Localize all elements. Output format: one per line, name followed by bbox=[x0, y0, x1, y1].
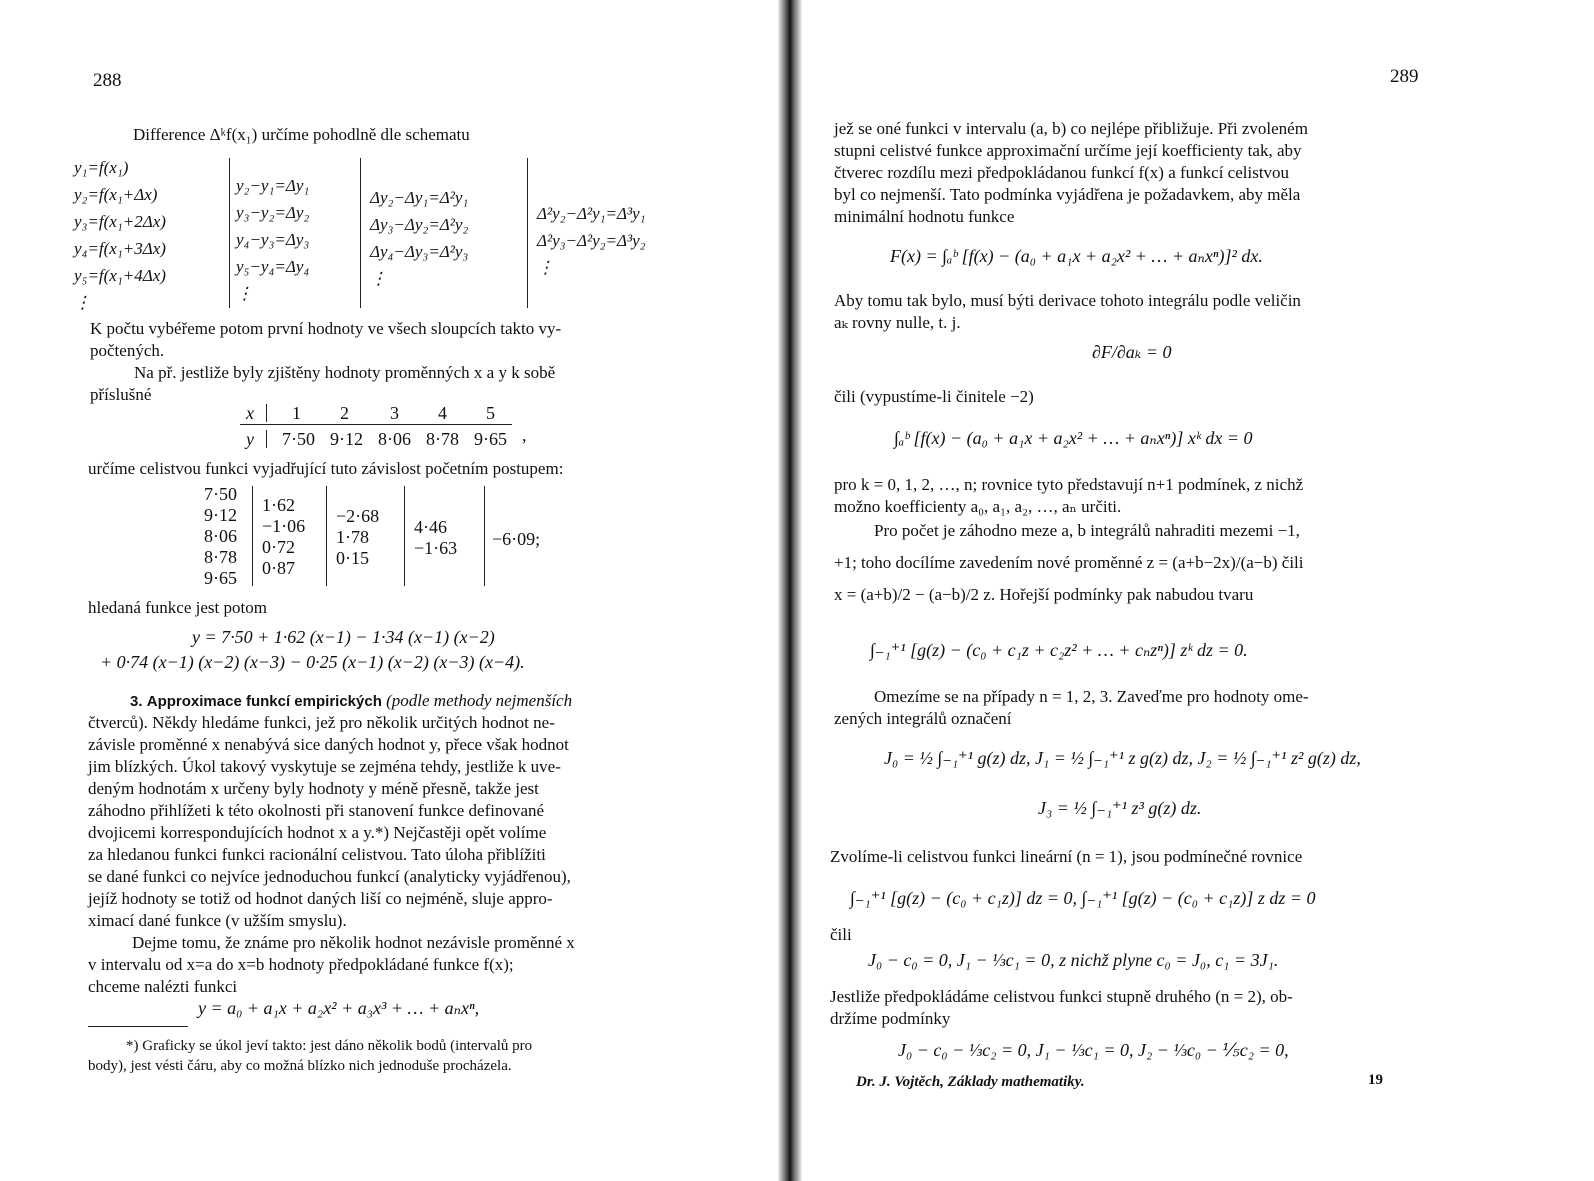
para-result: hledaná funkce jest potom bbox=[88, 598, 267, 617]
para-notation: Omezíme se na případy n = 1, 2, 3. Zaveďme pro hodnoty ome- zených integrálů označení bbox=[834, 687, 1309, 728]
page-number: 288 bbox=[93, 70, 122, 91]
intro-line: Difference Δᵏf(x₁) určíme pohodlně dle schematu bbox=[133, 125, 470, 144]
equation-J3: J₃ = ½ ∫₋₁⁺¹ z³ g(z) dz. bbox=[1038, 798, 1202, 818]
schema-col-1: y₁=f(x₁) y₂=f(x₁+Δx) y₃=f(x₁+2Δx) y₄=f(x₁+3Δx) y₅=f(x₁+4Δx) ⋮ bbox=[74, 158, 166, 312]
para-linear: Zvolíme-li celistvou funkci lineární (n = 1), jsou podmínečné rovnice bbox=[830, 847, 1303, 866]
left-page: 288 Difference Δᵏf(x₁) určíme pohodlně dle schematu y₁=f(x₁) y₂=f(x₁+Δx) y₃=f(x₁+2Δx) y₄=f(x₁+3Δx) y₅=f(x₁+4Δx) ⋮ y₂−y₁=Δy₁ y₃−y₂=Δy₂ y₄−y₃=Δy₃ y₅−y₄=Δy₄ ⋮ Δy₂−Δy₁=Δ²y₁ Δy₃−Δy₂=Δ²y₂ Δy₄−Δy₃=Δ²y₃ ⋮ Δ²y₂−Δ²y₁=Δ³y₁ Δ²y₃−Δ²y₂=Δ³y₂ ⋮ K počtu vybéřeme potom první hodnoty ve všech sloupcích takto vy- počtených. Na př. jestliže byly zjištěny hodnoty proměnných x a y k sobě příslušné x 1 2 3 4 5 y 7·50 9·12 8·06 8·78 9·65 , určíme celistvou funkci vyjadřující tuto závislost početním postupem: 7·50 9·12 8·06 8·78 9·65 1·62 −1·06 0·72 0·87 −2·68 1·78 0·15 4·46 −1·63 −6·09; hledaná funkce jest potom y = 7·50 + 1·62 (x−1) − 1·34 (x−1) (x−2) + 0·74 (x−1) (x−2) (x−3) − 0·25 (x−1) (x−2) (x−3) (x−4). 3. Approximace funkcí empirických (podle methody nejmenších čtverců). Někdy hledáme funkci, jež pro několik určitých hodnot ne- závisle proměnné x nenabývá sice daných hodnot y, přece však hodnot jim blízkých. Úkol takový vyskytuje se zejména tehdy, jestliže k uve- deným hodnotám x určeny byly hodnoty y méně přesně, takže jest záhodno přihlížeti k této okolnosti při stanovení funkce definované dvojicemi korrespondujících hodnot x a y.*) Nejčastěji opět volíme za hledanou funkci funkci racionální celistvou. Tato úloha přiblížiti se dané funkci co nejvíce jednoduchou funkcí (analyticky vyjádřenou), jejíž hodnoty se totiž od hodnot daných liší co nejméně, sluje appro- ximací dané funkce (v užším smyslu). Dejme tomu, že známe pro několik hodnot nezávisle proměnné x v intervalu od x=a do x=b hodnoty předpokládané funkce f(x); chceme nalézti funkci y = a₀ + a₁x + a₂x² + a₃x³ + … + aₙxⁿ, *) Graficky se úkol jeví takto: jest dáno několik bodů (intervalů pro body), jest vésti čáru, aby co možná blízko nich jednoduše procházela. bbox=[74, 70, 646, 1074]
equation-result-1: y = 7·50 + 1·62 (x−1) − 1·34 (x−1) (x−2) bbox=[192, 627, 495, 647]
page-number: 289 bbox=[1390, 66, 1419, 87]
equation-polynomial: y = a₀ + a₁x + a₂x² + a₃x³ + … + aₙxⁿ, bbox=[198, 998, 480, 1018]
equation-J-defs: J₀ = ½ ∫₋₁⁺¹ g(z) dz, J₁ = ½ ∫₋₁⁺¹ z g(z) dz, J₂ = ½ ∫₋₁⁺¹ z² g(z) dz, bbox=[884, 748, 1361, 768]
equation-linear: ∫₋₁⁺¹ [g(z) − (c₀ + c₁z)] dz = 0, ∫₋₁⁺¹ [g(z) − (c₀ + c₁z)] z dz = 0 bbox=[850, 888, 1316, 908]
word-cili: čili bbox=[830, 925, 852, 944]
para-derivative: Aby tomu tak bylo, musí býti derivace tohoto integrálu podle veličin aₖ rovny nulle, t. j. bbox=[834, 291, 1301, 332]
equation-quadratic: J₀ − c₀ − ⅓c₂ = 0, J₁ − ⅓c₁ = 0, J₂ − ⅓c₀ − ⅕c₂ = 0, bbox=[898, 1040, 1289, 1060]
right-page bbox=[800, 0, 1594, 1181]
footer-citation: Dr. J. Vojtěch, Základy mathematiky. bbox=[856, 1074, 1085, 1090]
schema-col-2: y₂−y₁=Δy₁ y₃−y₂=Δy₂ y₄−y₃=Δy₃ y₅−y₄=Δy₄ ⋮ bbox=[236, 176, 310, 303]
equation-integral: ∫ₐᵇ [f(x) − (a₀ + a₁x + a₂x² + … + aₙxⁿ)] xᵏ dx = 0 bbox=[894, 428, 1253, 448]
equation-integral-z: ∫₋₁⁺¹ [g(z) − (c₀ + c₁z + c₂z² + … + cₙzⁿ)] zᵏ dz = 0. bbox=[870, 640, 1248, 660]
equation-partial: ∂F/∂aₖ = 0 bbox=[1092, 342, 1172, 362]
para-first-values: K počtu vybéřeme potom první hodnoty ve všech sloupcích takto vy- počtených. bbox=[90, 319, 562, 360]
para-intro: jež se oné funkci v intervalu (a, b) co nejlépe přibližuje. Při zvoleném stupni celistvé funkce approximační určíme její koefficienty tak, aby čtverec rozdílu mezi předpokládanou funkcí f(x) a funkcí celistvou byl co nejmenší. Tato podmínka vyjádřena je požadavkem, aby měla minimální hodnotu funkce bbox=[834, 119, 1308, 226]
para-conditions: pro k = 0, 1, 2, …, n; rovnice tyto představují n+1 podmínek, z nichž možno koefficienty a₀, a₁, a₂, …, aₙ určiti. bbox=[834, 475, 1304, 516]
para-substitution: Pro počet je záhodno meze a, b integrálů nahraditi mezemi −1, +1; toho docílíme zavedením nové proměnné z = (a+b−2x)/(a−b) čili x = (a+b)/2 − (a−b)/2 z. Hořejší podmínky pak nabudou tvaru bbox=[834, 521, 1304, 604]
para-compute: určíme celistvou funkci vyjadřující tuto závislost početním postupem: bbox=[88, 459, 564, 478]
section-heading: 3. Approximace funkcí empirických (podle methody nejmenších bbox=[130, 691, 573, 710]
equation-linear-solution: J₀ − c₀ = 0, J₁ − ⅓c₁ = 0, z nichž plyne c₀ = J₀, c₁ = 3J₁. bbox=[868, 950, 1279, 970]
para-quadratic: Jestliže předpokládáme celistvou funkci stupně druhého (n = 2), ob- držíme podmínky bbox=[830, 987, 1293, 1028]
equation-result-2: + 0·74 (x−1) (x−2) (x−3) − 0·25 (x−1) (x−2) (x−3) (x−4). bbox=[100, 652, 525, 672]
signature-number: 19 bbox=[1368, 1072, 1383, 1088]
footnote: *) Graficky se úkol jeví takto: jest dáno několik bodů (intervalů pro body), jest vésti čáru, aby co možná blízko nich jednoduše procházela. bbox=[88, 1038, 533, 1074]
schema-col-4: Δ²y₂−Δ²y₁=Δ³y₁ Δ²y₃−Δ²y₂=Δ³y₂ ⋮ bbox=[537, 204, 646, 277]
section-body: čtverců). Někdy hledáme funkci, jež pro několik určitých hodnot ne- závisle proměnné x nenabývá sice daných hodnot y, přece však hodnot jim blízkých. Úkol takový vyskytuje se zejména tehdy, jestliže k uve- deným hodnotám x určeny byly hodnoty y méně přesně, takže jest záhodno přihlížeti k této okolnosti při stanovení funkce definované dvojicemi korrespondujících hodnot x a y.*) Nejčastěji opět volíme za hledanou funkci funkci racionální celistvou. Tato úloha přiblížiti se dané funkci co nejvíce jednoduchou funkcí (analyticky vyjádřenou), jejíž hodnoty se totiž od hodnot daných liší co nejméně, sluje appro- ximací dané funkce (v užším smyslu). bbox=[88, 713, 571, 930]
section-body-2: Dejme tomu, že známe pro několik hodnot nezávisle proměnné x v intervalu od x=a do x=b hodnoty předpokládané funkce f(x); chceme nalézti funkci bbox=[88, 933, 575, 996]
book-gutter bbox=[778, 0, 802, 1181]
para-example: Na př. jestliže byly zjištěny hodnoty proměnných x a y k sobě příslušné bbox=[90, 363, 556, 404]
schema-col-3: Δy₂−Δy₁=Δ²y₁ Δy₃−Δy₂=Δ²y₂ Δy₄−Δy₃=Δ²y₃ ⋮ bbox=[370, 188, 469, 288]
equation-F: F(x) = ∫ₐᵇ [f(x) − (a₀ + a₁x + a₂x² + … + aₙxⁿ)]² dx. bbox=[890, 246, 1263, 266]
para-cili: čili (vypustíme-li činitele −2) bbox=[834, 387, 1034, 406]
